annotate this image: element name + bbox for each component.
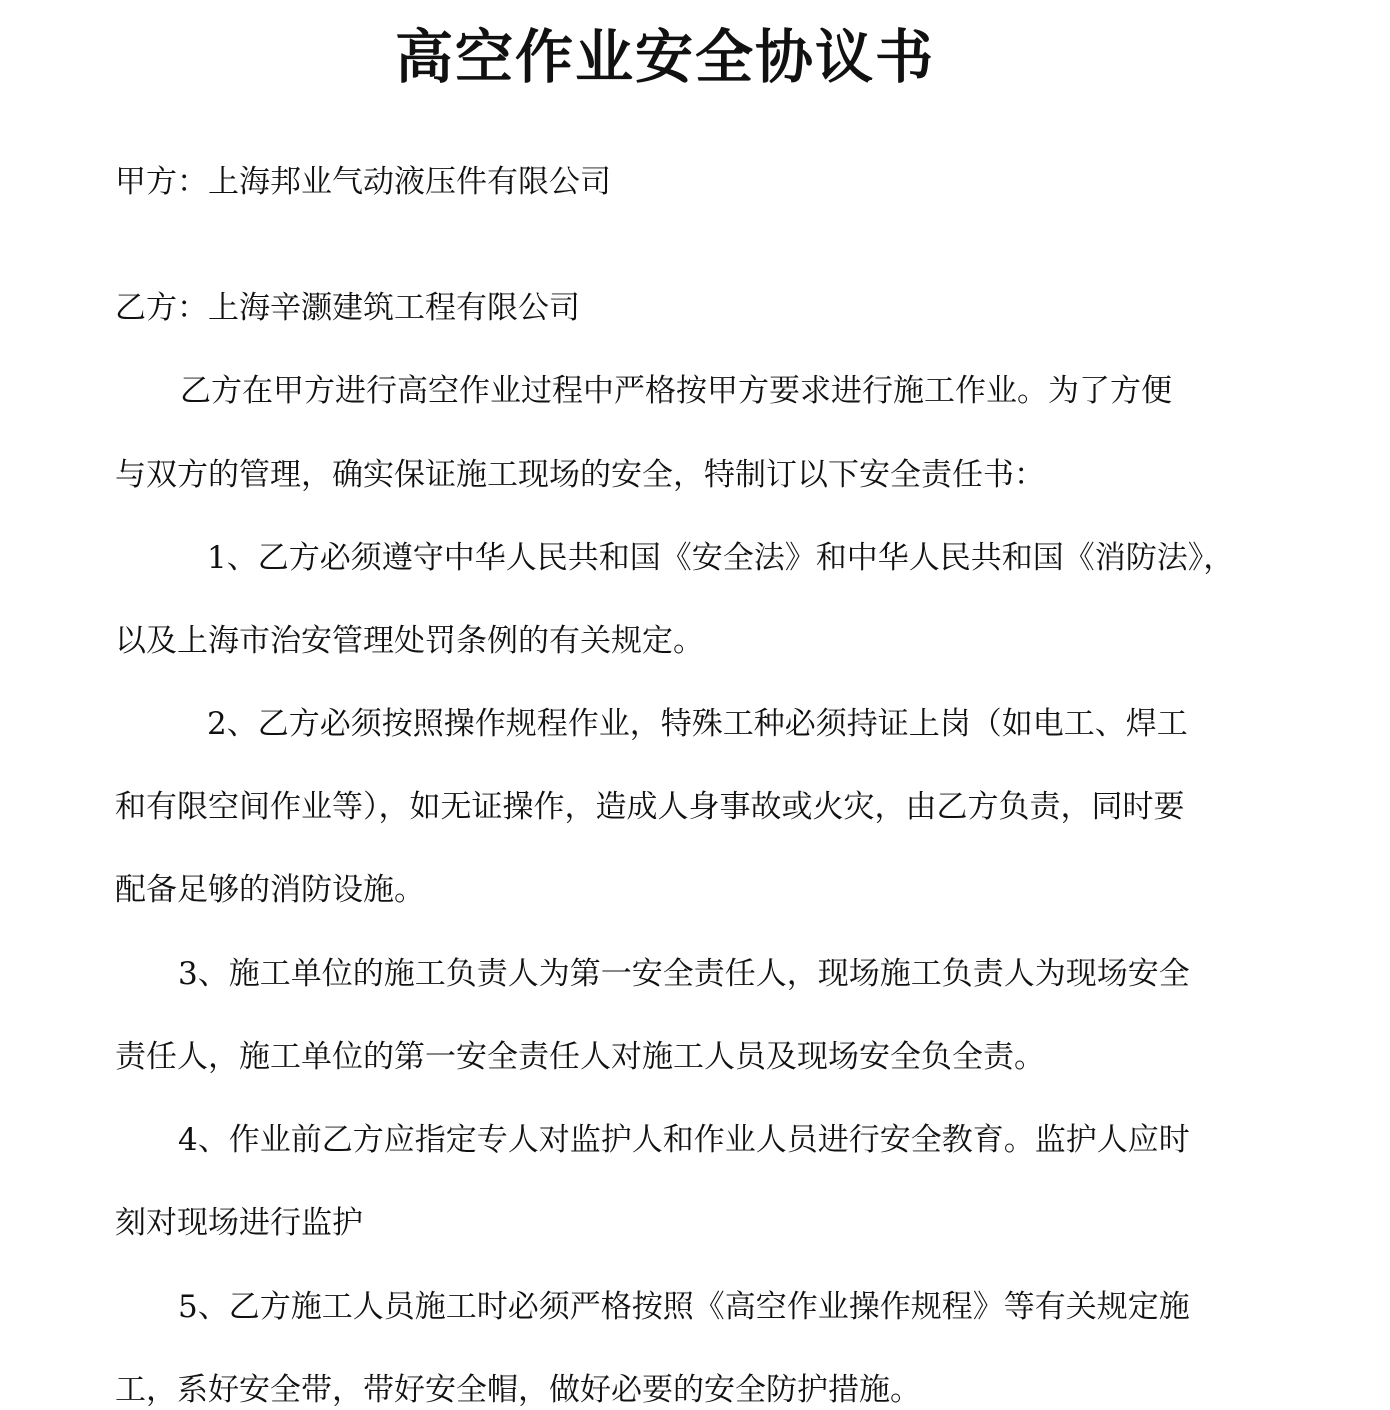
clause-4-line-1: 4、作业前乙方应指定专人对监护人和作业人员进行安全教育。监护人应时: [178, 1122, 1190, 1158]
document-title: 高空作业安全协议书: [394, 23, 935, 91]
clause-2-line-2: 和有限空间作业等），如无证操作，造成人身事故或火灾，由乙方负责，同时要: [115, 789, 1185, 825]
clause-2-line-1: 2、乙方必须按照操作规程作业，特殊工种必须持证上岗（如电工、焊工: [207, 706, 1188, 742]
clause-3-line-1: 3、施工单位的施工负责人为第一安全责任人，现场施工负责人为现场安全: [178, 956, 1190, 992]
clause-5-line-2: 工，系好安全带，带好安全帽，做好必要的安全防护措施。: [115, 1372, 921, 1408]
party-b: 乙方：上海辛灏建筑工程有限公司: [115, 290, 580, 326]
clause-1-line-1: 1、乙方必须遵守中华人民共和国《安全法》和中华人民共和国《消防法》，: [207, 540, 1235, 576]
clause-3-line-2: 责任人，施工单位的第一安全责任人对施工人员及现场安全负全责。: [115, 1039, 1045, 1075]
party-a: 甲方：上海邦业气动液压件有限公司: [115, 164, 611, 200]
clause-4-line-2: 刻对现场进行监护: [115, 1205, 363, 1241]
intro-line-1: 乙方在甲方进行高空作业过程中严格按甲方要求进行施工作业。为了方便: [180, 373, 1172, 409]
clause-2-line-3: 配备足够的消防设施。: [115, 872, 425, 908]
clause-1-line-2: 以及上海市治安管理处罚条例的有关规定。: [115, 623, 704, 659]
intro-line-2: 与双方的管理，确实保证施工现场的安全，特制订以下安全责任书：: [115, 457, 1045, 493]
clause-5-line-1: 5、乙方施工人员施工时必须严格按照《高空作业操作规程》等有关规定施: [178, 1289, 1190, 1325]
